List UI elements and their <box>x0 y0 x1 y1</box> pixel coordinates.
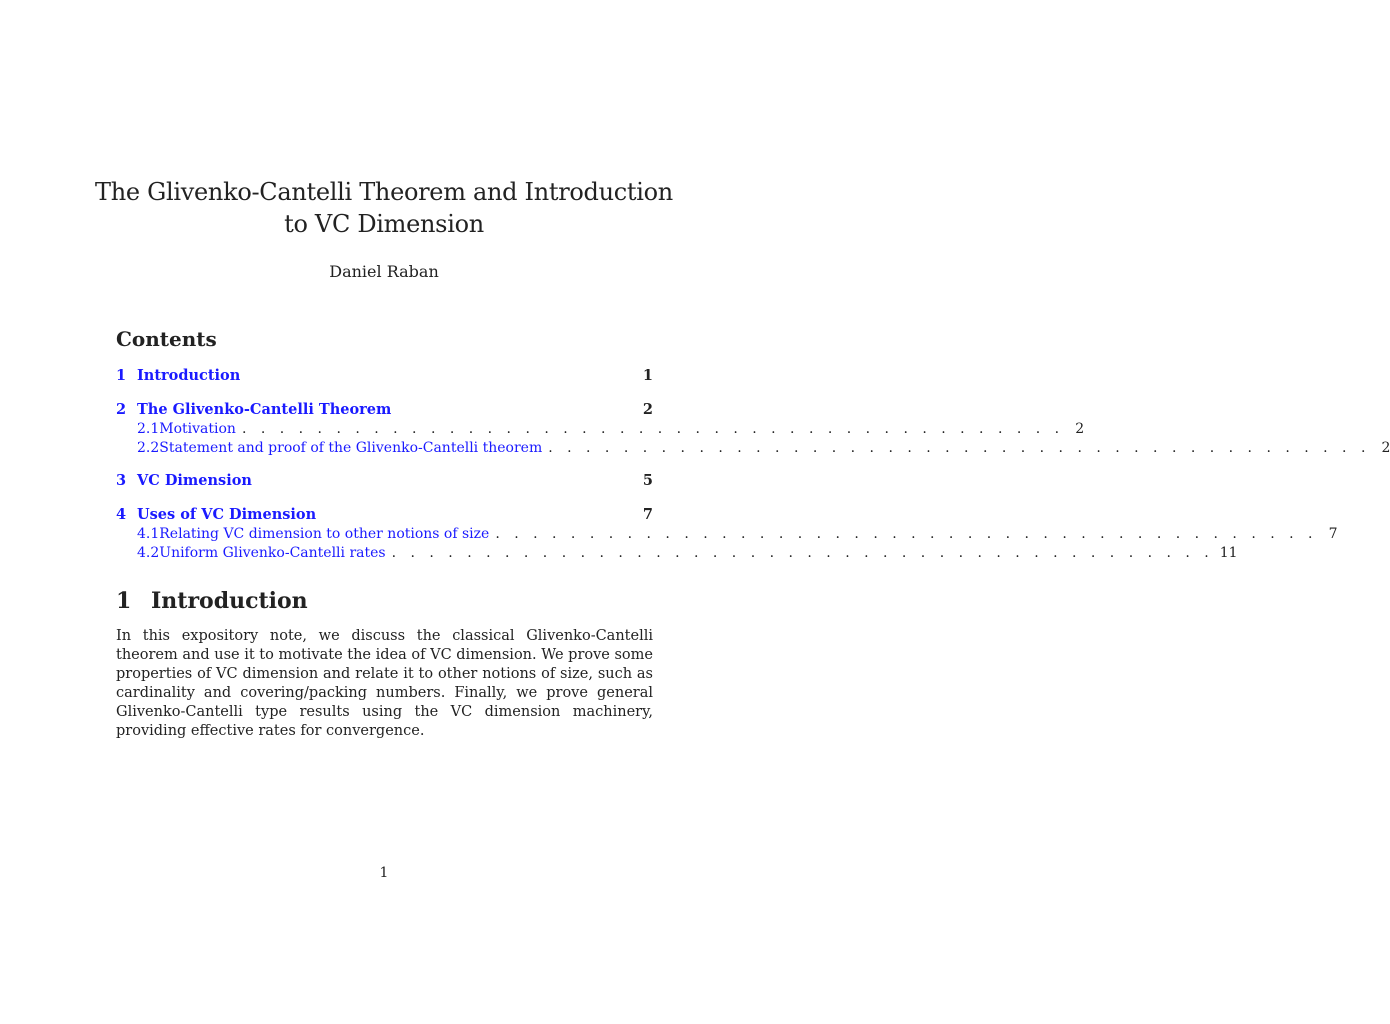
toc-entry-number[interactable]: 4.1 <box>137 526 160 542</box>
toc-entry-title[interactable]: Introduction <box>137 367 241 384</box>
toc-entry-title[interactable]: VC Dimension <box>137 472 252 489</box>
author-name: Daniel Raban <box>329 262 439 281</box>
toc-entry-title[interactable]: Uses of VC Dimension <box>137 506 317 523</box>
introduction-paragraph: In this expository note, we discuss the classical Glivenko-Cantelli theorem and use it to motivate the idea of VC dimension. We prove some properties of VC dimension and relate it to other notions of size, such as cardinality and covering/packing numbers. Finally, we prove general Glivenko-Cantelli type results using the VC dimension machinery, providing effective rates for convergence. <box>116 628 653 739</box>
toc-entry-number[interactable]: 4.2 <box>137 545 160 561</box>
toc-entry-number[interactable]: 3 <box>116 472 127 489</box>
toc-entry-vc-dimension[interactable] <box>116 471 653 491</box>
toc-entry-page[interactable]: 2 <box>1381 440 1390 456</box>
section-heading-introduction <box>116 587 308 615</box>
toc-dot-leader: . . . . . . . . . . . . . . . . . . . . . . . . . . . . . . . . . . . . . . . . . . . . <box>495 526 1318 542</box>
toc-entry-title[interactable]: Motivation <box>159 421 236 437</box>
toc-dot-leader: . . . . . . . . . . . . . . . . . . . . . . . . . . . . . . . . . . . . . . . . . . . . <box>548 440 1371 456</box>
toc-entry-statement-and-proof[interactable] <box>116 438 1390 458</box>
toc-entry-number[interactable]: 4 <box>116 506 127 523</box>
toc-entry-number[interactable]: 2.2 <box>137 440 160 456</box>
toc-entry-title[interactable]: Uniform Glivenko-Cantelli rates <box>159 545 386 561</box>
toc-entry-relating-vc-dimension[interactable] <box>116 524 1338 544</box>
toc-entry-introduction[interactable] <box>116 366 653 386</box>
toc-entry-page[interactable]: 7 <box>1328 526 1338 542</box>
section-title: Introduction <box>151 588 308 614</box>
page-number: 1 <box>379 865 389 881</box>
document-title <box>0 176 768 240</box>
toc-entry-page[interactable]: 7 <box>642 506 653 523</box>
toc-entry-page[interactable]: 1 <box>642 367 653 384</box>
toc-entry-page[interactable]: 11 <box>1219 545 1238 561</box>
title-line-1: The Glivenko-Cantelli Theorem and Introduction <box>95 178 673 206</box>
toc-entry-number[interactable]: 1 <box>116 367 127 384</box>
toc-entry-uniform-rates[interactable] <box>116 543 1238 563</box>
toc-entry-glivenko-cantelli-theorem[interactable] <box>116 400 653 420</box>
section-number: 1 <box>116 588 132 614</box>
toc-dot-leader: . . . . . . . . . . . . . . . . . . . . . . . . . . . . . . . . . . . . . . . . . . . . <box>391 545 1214 561</box>
toc-entry-uses-of-vc-dimension[interactable] <box>116 505 653 525</box>
toc-entry-title[interactable]: Relating VC dimension to other notions of size <box>159 526 490 542</box>
toc-entry-motivation[interactable] <box>116 419 1085 439</box>
toc-entry-page[interactable]: 2 <box>642 401 653 418</box>
toc-entry-title[interactable]: Statement and proof of the Glivenko-Cantelli theorem <box>159 440 543 456</box>
toc-dot-leader: . . . . . . . . . . . . . . . . . . . . . . . . . . . . . . . . . . . . . . . . . . . . <box>241 421 1065 437</box>
toc-entry-number[interactable]: 2 <box>116 401 127 418</box>
toc-entry-number[interactable]: 2.1 <box>137 421 160 437</box>
toc-entry-title[interactable]: The Glivenko-Cantelli Theorem <box>137 401 392 418</box>
toc-entry-page[interactable]: 2 <box>1075 421 1085 437</box>
toc-entry-page[interactable]: 5 <box>642 472 653 489</box>
contents-heading: Contents <box>116 327 217 351</box>
title-line-2: to VC Dimension <box>284 210 484 238</box>
